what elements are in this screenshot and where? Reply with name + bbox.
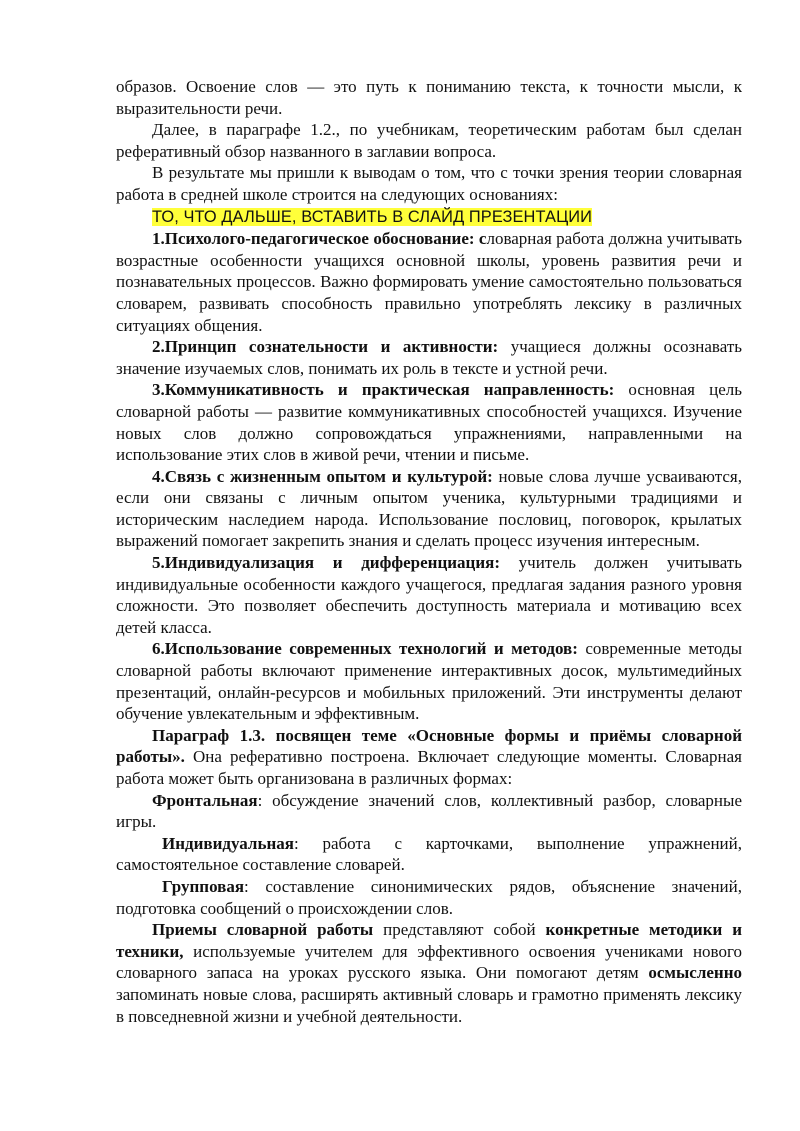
paragraph-section-1-3 — [116, 725, 742, 790]
principle-text: современные методы словарной работы включают применение интерактивных досок, мультимедийных презентаций, онлайн-ресурсов и мобильных приложений. Эти инструменты делают обучение увлекательным и эффективным. — [116, 639, 742, 724]
principle-heading: 5.Индивидуализация и дифференциация: — [152, 553, 501, 573]
form-heading: Индивидуальная — [162, 833, 294, 853]
principle-item-3 — [116, 379, 742, 465]
principle-heading: 3.Коммуникативность и практическая направленность: — [152, 380, 615, 400]
highlighted-text: ТО, ЧТО ДАЛЬШЕ, ВСТАВИТЬ В СЛАЙД ПРЕЗЕНТАЦИИ — [152, 207, 593, 226]
principle-text: новые слова лучше усваиваются, если они связаны с личным опытом ученика, культурными традициями и историческим наследием народа. Использование пословиц, поговорок, крылатых выражений помогает закрепить знания и сделать процесс изучения интересным. — [116, 466, 742, 551]
principle-text: учащиеся должны осознавать значение изучаемых слов, понимать их роль в тексте и устной речи. — [116, 337, 742, 378]
techniques-emphasis: конкретные методики и техники, — [116, 920, 742, 961]
principle-heading: 6.Использование современных технологий и методов: — [152, 639, 578, 659]
highlight-note — [152, 206, 742, 229]
principle-item-1 — [116, 228, 742, 336]
principle-heading: 1.Психолого-педагогическое обоснование: с — [152, 229, 487, 249]
principle-item-5 — [116, 552, 742, 638]
principle-item-6 — [116, 638, 742, 724]
principle-text: ловарная работа должна учитывать возрастные особенности учащихся основной школы, уровень развития речи и познавательных процессов. Важно формировать умение самостоятельно пользоваться словарем, развивать способность правильно употреблять лексику в различных ситуациях общения. — [116, 229, 742, 335]
principle-item-4 — [116, 466, 742, 552]
principle-text: учитель должен учитывать индивидуальные особенности каждого учащегося, предлагая задания разного уровня сложности. Это позволяет обеспечить доступность материала и мотивацию всех детей класса. — [116, 553, 742, 637]
principle-heading: 4.Связь с жизненным опытом и культурой: — [152, 466, 493, 486]
form-text: : составление синонимических рядов, объяснение значений, подготовка сообщений о происхождении слов. — [116, 876, 742, 918]
paragraph-section-1-2: Далее, в параграфе 1.2., по учебникам, теоретическим работам был сделан реферативный обзор названного в заглавии вопроса. — [116, 120, 742, 161]
paragraph-conclusion: В результате мы пришли к выводам о том, что с точки зрения теории словарная работа в средней школе строится на следующих основаниях: — [116, 163, 742, 204]
form-text: : обсуждение значений слов, коллективный разбор, словарные игры. — [116, 790, 742, 832]
form-heading: Фронтальная — [152, 790, 258, 810]
form-individual — [116, 833, 742, 876]
techniques-text: запоминать новые слова, расширять активный словарь и грамотно применять лексику в повседневной жизни и учебной деятельности. — [116, 984, 742, 1026]
form-heading: Групповая — [162, 876, 245, 896]
section-heading: Параграф 1.3. посвящен теме «Основные формы и приёмы словарной работы». — [116, 725, 742, 767]
form-group — [116, 876, 742, 919]
principle-text: основная цель словарной работы — развитие коммуникативных способностей учащихся. Изучение новых слов должно сопровождаться упражнениями, направленными на использование этих слов в живой речи, чтении и письме. — [116, 380, 742, 465]
paragraph-techniques — [116, 919, 742, 1027]
techniques-emphasis: осмысленно — [648, 963, 742, 983]
form-frontal — [116, 790, 742, 833]
section-text: Она реферативно построена. Включает следующие моменты. Словарная работа может быть организована в различных формах: — [116, 747, 742, 788]
paragraph-intro: образов. Освоение слов — это путь к пониманию текста, к точности мысли, к выразительности речи. — [116, 77, 742, 118]
principle-heading: 2.Принцип сознательности и активности: — [152, 337, 499, 357]
form-text: : работа с карточками, выполнение упражнений, самостоятельное составление словарей. — [116, 833, 742, 875]
principle-item-2 — [116, 336, 742, 379]
techniques-text: представляют собой — [373, 920, 546, 940]
techniques-heading: Приемы словарной работы — [152, 920, 374, 940]
techniques-text: используемые учителем для эффективного освоения учениками нового словарного запаса на уроках русского языка. Они помогают детям — [116, 941, 742, 983]
